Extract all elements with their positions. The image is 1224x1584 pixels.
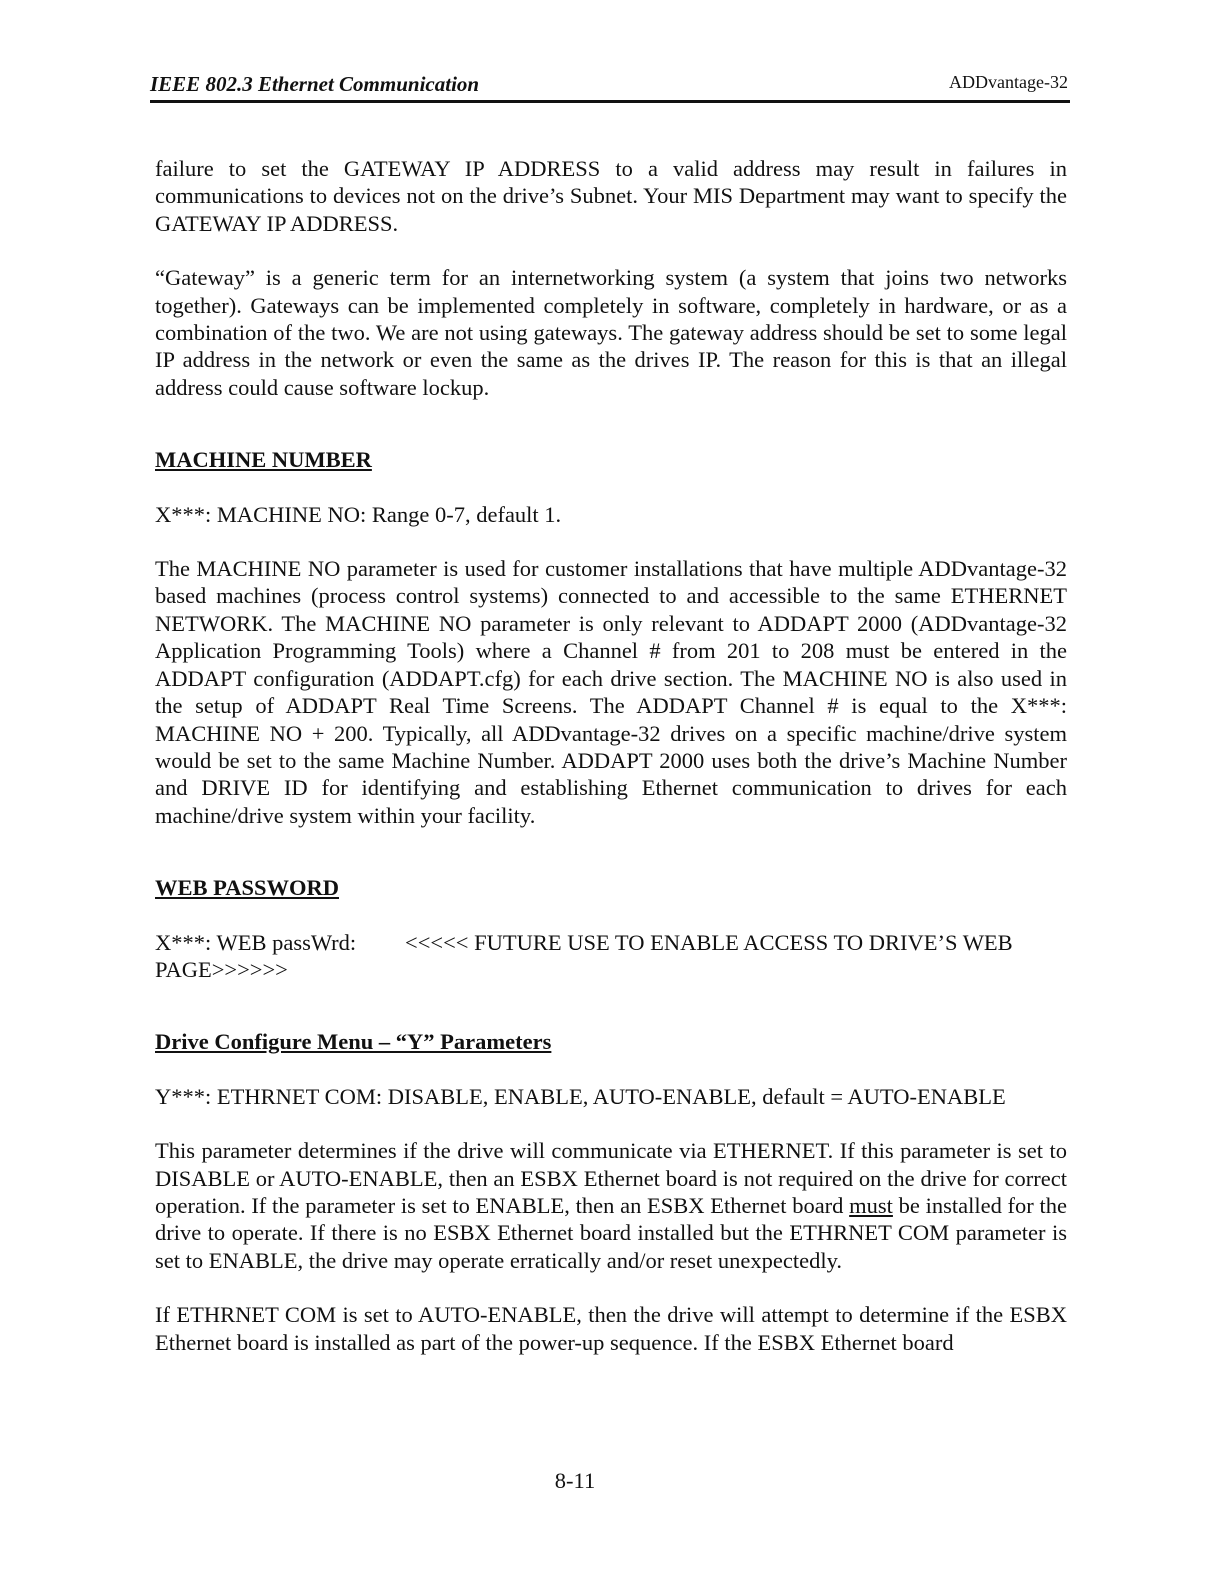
web-password-value-line1: <<<<< FUTURE USE TO ENABLE ACCESS TO DRIVE’S WEB	[405, 929, 1013, 955]
ethrnet-com-text-a: This parameter determines if the drive will communicate via ETHERNET. If this parameter is set to DISABLE or AUTO-ENABLE, then an ESBX Ethernet board is not required on the drive for correct operation. If the parameter is set to ENABLE, then an ESBX Ethernet board	[155, 1138, 1067, 1218]
header-title: IEEE 802.3 Ethernet Communication	[150, 72, 480, 96]
machine-number-description: The MACHINE NO parameter is used for customer installations that have multiple ADDvantage-32 based machines (process control systems) connected to and accessible to the same ETHERNET NETWORK. The MACHINE NO parameter is only relevant to ADDAPT 2000 (ADDvantage-32 Application Programming Tools) where a Channel # from 201 to 208 must be entered in the ADDAPT configuration (ADDAPT.cfg) for each drive section. The MACHINE NO is also used in the setup of ADDAPT Real Time Screens. The ADDAPT Channel # is equal to the X***: MACHINE NO + 200. Typically, all ADDvantage-32 drives on a specific machine/drive system would be set to the same Machine Number. ADDAPT 2000 uses both the drive’s Machine Number and DRIVE ID for identifying and establishing Ethernet communication to drives for each machine/drive system within your facility.	[155, 556, 1067, 828]
emphasis-must: must	[849, 1192, 893, 1218]
machine-number-param: X***: MACHINE NO: Range 0-7, default 1.	[155, 501, 562, 527]
web-password-param	[155, 929, 1067, 984]
auto-enable-description: If ETHRNET COM is set to AUTO-ENABLE, then the drive will attempt to determine if the ESBX Ethernet board is installed as part of the power-up sequence. If the ESBX Ethernet board	[155, 1302, 1067, 1355]
page-content	[155, 155, 1067, 1383]
ethrnet-com-param: Y***: ETHRNET COM: DISABLE, ENABLE, AUTO-ENABLE, default = AUTO-ENABLE	[155, 1083, 1006, 1109]
page-number: 8-11	[554, 1468, 596, 1493]
web-password-value-line2: PAGE>>>>>>	[155, 956, 288, 982]
web-password-label: X***: WEB passWrd:	[155, 929, 357, 955]
section-heading-machine-number: MACHINE NUMBER	[155, 447, 372, 473]
section-heading-drive-configure: Drive Configure Menu – “Y” Parameters	[155, 1029, 552, 1055]
ethrnet-com-description	[155, 1137, 1067, 1274]
intro-paragraph-2: “Gateway” is a generic term for an internetworking system (a system that joins two networks together). Gateways can be implemented completely in software, completely in hardware, or as a combination of the two. We are not using gateways. The gateway address should be set to some legal IP address in the network or even the same as the drives IP. The reason for this is that an illegal address could cause software lockup.	[155, 265, 1067, 400]
ethrnet-com-text-b: be installed for the drive to operate. If there is no ESBX Ethernet board installed but the ETHRNET COM parameter is set to ENABLE, the drive may operate erratically and/or reset unexpectedly.	[155, 1192, 1067, 1273]
intro-paragraph-1: failure to set the GATEWAY IP ADDRESS to a valid address may result in failures in communications to devices not on the drive’s Subnet. Your MIS Department may want to specify the GATEWAY IP ADDRESS.	[155, 156, 1067, 236]
header-product: ADDvantage-32	[949, 72, 1068, 92]
page-header	[150, 70, 1070, 103]
section-heading-web-password: WEB PASSWORD	[155, 875, 339, 901]
